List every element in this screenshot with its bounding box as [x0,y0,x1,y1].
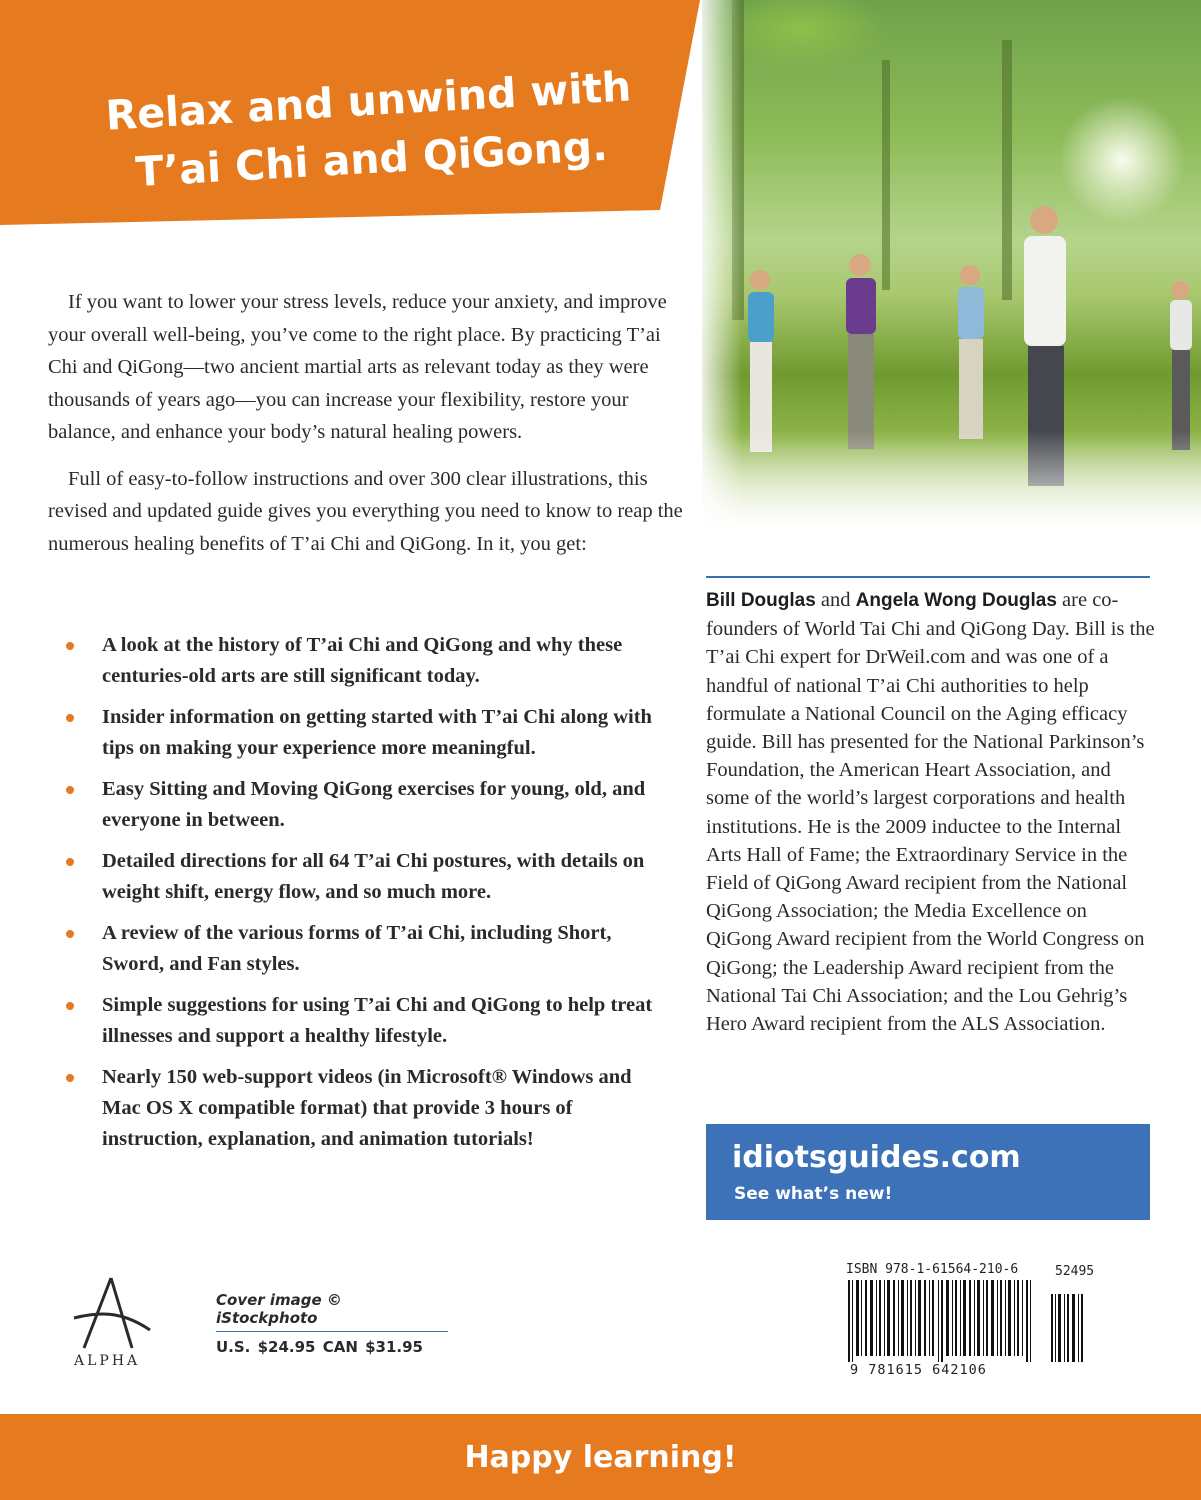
barcode-icon [846,1280,1086,1362]
bullet-dot-icon [66,786,74,794]
footer-text: Happy learning! [464,1439,737,1475]
price-code: 52495 [1055,1264,1095,1279]
benefit-list [66,630,666,1165]
bullet-dot-icon [66,1002,74,1010]
intro-paragraph-2: Full of easy-to-follow instructions and over 300 clear illustrations, this revised and updated guide gives you everything you need to know to reap the numerous healing benefits of T’ai Chi and QiGong. In it, you get: [48,467,683,555]
intro-paragraph-1: If you want to lower your stress levels, reduce your anxiety, and improve your overall well-being, you’ve come to the right place. By practicing T’ai Chi and QiGong—two ancient martial arts as relevant today as they were thousands of years ago—you can increase your flexibility, restore your balance, and enhance your body’s natural healing powers. [48,291,667,443]
list-item: A look at the history of T’ai Chi and QiGong and why these centuries-old arts are still significant today. [66,630,666,692]
author-name-1: Bill Douglas [706,590,816,611]
headline-line1: Relax and unwind with [104,62,633,140]
list-item: Easy Sitting and Moving QiGong exercises for young, old, and everyone in between. [66,774,666,836]
credit-block [216,1291,448,1356]
list-item: Simple suggestions for using T’ai Chi and QiGong to help treat illnesses and support a healthy lifestyle. [66,990,666,1052]
list-item: Detailed directions for all 64 T’ai Chi postures, with details on weight shift, energy flow, and so much more. [66,846,666,908]
website-box[interactable] [706,1124,1150,1220]
isbn-digits: 9 781615 642106 [850,1362,987,1378]
bullet-dot-icon [66,714,74,722]
publisher-logo-text: ALPHA [74,1353,141,1369]
bullet-dot-icon [66,1074,74,1082]
headline-line2: T’ai Chi and QiGong. [134,121,609,197]
list-item: Insider information on getting started with T’ai Chi along with tips on making your experience more meaningful. [66,702,666,764]
author-bio: Bill Douglas and Angela Wong Douglas are co-founders of World Tai Chi and QiGong Day. Bill is the T’ai Chi expert for DrWeil.com and was one of a handful of national T’ai Chi authorities to help formulate a National Council on the Aging efficacy guide. Bill has presented for the National Parkinson’s Foundation, the American Heart Association, and some of the world’s largest corporations and health institutions. He is the 2009 inductee to the Internal Arts Hall of Fame; the Extraordinary Service in the Field of QiGong Award recipient from the National QiGong Association; the Media Excellence on QiGong Award recipient from the World Congress on QiGong; the Leadership Award recipient from the National Tai Chi Association; and the Lou Gehrig’s Hero Award recipient from the ALS Association. [706,589,1155,1036]
isbn-label: ISBN 978-1-61564-210-6 [846,1262,1019,1277]
author-name-2: Angela Wong Douglas [855,590,1057,611]
cover-credit: Cover image © iStockphoto [216,1291,448,1332]
footer-bar [0,1414,1201,1500]
bullet-dot-icon [66,642,74,650]
bio-text: are co-founders of World Tai Chi and QiGong Day. Bill is the T’ai Chi expert for DrWeil.com and was one of a handful of national T’ai Chi authorities to help formulate a National Council on the Aging efficacy guide. Bill has presented for the National Parkinson’s Foundation, the American Heart Association, and some of the world’s largest corporations and health institutions. He is the 2009 inductee to the Internal Arts Hall of Fame; the Extraordinary Service in the Field of QiGong Award recipient from the National QiGong Association; the Media Excellence on QiGong Award recipient from the World Congress on QiGong; the Leadership Award recipient from the National Tai Chi Association; and the Lou Gehrig’s Hero Award recipient from the ALS Association. [706,589,1155,1036]
website-tagline: See what’s new! [734,1184,893,1204]
tai-chi-group-illustration [702,0,1201,535]
list-item: Nearly 150 web-support videos (in Microsoft® Windows and Mac OS X compatible format) that provide 3 hours of instruction, explanation, and animation tutorials! [66,1062,666,1155]
bullet-dot-icon [66,858,74,866]
bullet-dot-icon [66,930,74,938]
list-item: A review of the various forms of T’ai Chi, including Short, Sword, and Fan styles. [66,918,666,980]
intro-text [48,286,688,560]
price-line: U.S. $24.95 CAN $31.95 [216,1338,423,1356]
bio-divider [706,576,1150,578]
website-url[interactable]: idiotsguides.com [732,1140,1021,1175]
cover-photo [702,0,1201,535]
